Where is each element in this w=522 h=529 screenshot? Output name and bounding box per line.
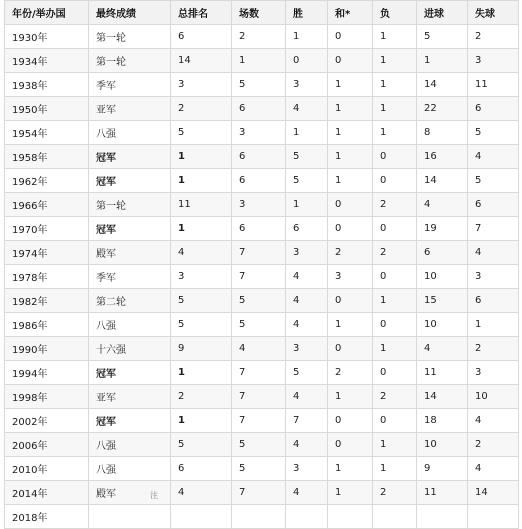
- cell-result: 冠军: [89, 169, 171, 193]
- cell-rank: 5: [171, 433, 232, 457]
- table-body: [5, 25, 519, 529]
- cell-rank: 9: [171, 337, 232, 361]
- header-goals-for: 进球: [417, 1, 468, 25]
- cell-rank: 14: [171, 49, 232, 73]
- cell-goals-for: 6: [417, 241, 468, 265]
- cell-losses: 0: [373, 361, 417, 385]
- cell-goals-for: 9: [417, 457, 468, 481]
- cell-year: 1990年: [5, 337, 89, 361]
- cell-draws: 1: [328, 121, 373, 145]
- cell-goals-for: [417, 505, 468, 529]
- cell-year: 1994年: [5, 361, 89, 385]
- cell-goals-against: 4: [468, 457, 519, 481]
- cell-matches: 7: [232, 409, 286, 433]
- cell-year: 1934年: [5, 49, 89, 73]
- cell-matches: 2: [232, 25, 286, 49]
- cell-draws: 0: [328, 337, 373, 361]
- cell-goals-for: 18: [417, 409, 468, 433]
- cell-goals-against: 5: [468, 169, 519, 193]
- cell-goals-against: 3: [468, 49, 519, 73]
- cell-draws: 0: [328, 25, 373, 49]
- cell-losses: 0: [373, 169, 417, 193]
- table-header: [5, 1, 519, 25]
- cell-matches: [232, 505, 286, 529]
- cell-rank: 6: [171, 25, 232, 49]
- cell-wins: 4: [286, 97, 328, 121]
- cell-wins: [286, 505, 328, 529]
- cell-losses: 1: [373, 433, 417, 457]
- table-row: [5, 193, 519, 217]
- cell-goals-for: 5: [417, 25, 468, 49]
- cell-rank: 1: [171, 217, 232, 241]
- cell-wins: 4: [286, 385, 328, 409]
- cell-goals-against: 6: [468, 289, 519, 313]
- cell-result: 第二轮: [89, 289, 171, 313]
- cell-matches: 7: [232, 481, 286, 505]
- cell-goals-for: 8: [417, 121, 468, 145]
- cell-result: 殿军: [89, 481, 171, 505]
- cell-result: [89, 505, 171, 529]
- table-row: [5, 265, 519, 289]
- cell-rank: 3: [171, 265, 232, 289]
- cell-matches: 6: [232, 217, 286, 241]
- cell-wins: 4: [286, 265, 328, 289]
- cell-result: 八强: [89, 313, 171, 337]
- cell-draws: 2: [328, 361, 373, 385]
- cell-losses: 1: [373, 457, 417, 481]
- cell-goals-against: 4: [468, 241, 519, 265]
- table-row: [5, 313, 519, 337]
- table-row: [5, 409, 519, 433]
- cell-matches: 5: [232, 73, 286, 97]
- cell-goals-for: 10: [417, 313, 468, 337]
- cell-goals-against: 6: [468, 193, 519, 217]
- table-row: [5, 49, 519, 73]
- cell-result: 冠军: [89, 217, 171, 241]
- cell-matches: 3: [232, 121, 286, 145]
- cell-goals-for: 4: [417, 193, 468, 217]
- cell-draws: 1: [328, 313, 373, 337]
- cell-goals-for: 19: [417, 217, 468, 241]
- cell-goals-against: 11: [468, 73, 519, 97]
- cell-losses: 1: [373, 289, 417, 313]
- cell-wins: 1: [286, 193, 328, 217]
- cell-losses: 1: [373, 73, 417, 97]
- cell-year: 1974年: [5, 241, 89, 265]
- cell-goals-against: 2: [468, 25, 519, 49]
- cell-year: 1962年: [5, 169, 89, 193]
- cell-result: 冠军: [89, 361, 171, 385]
- cell-rank: 6: [171, 457, 232, 481]
- cell-wins: 6: [286, 217, 328, 241]
- cell-goals-against: 6: [468, 97, 519, 121]
- cell-year: 1950年: [5, 97, 89, 121]
- cell-wins: 4: [286, 313, 328, 337]
- cell-draws: 0: [328, 49, 373, 73]
- cell-result: 第一轮: [89, 193, 171, 217]
- cell-matches: 7: [232, 265, 286, 289]
- cell-draws: 1: [328, 457, 373, 481]
- cell-wins: 7: [286, 409, 328, 433]
- cell-losses: [373, 505, 417, 529]
- cell-year: 1986年: [5, 313, 89, 337]
- cell-draws: 1: [328, 97, 373, 121]
- cell-losses: 1: [373, 337, 417, 361]
- cell-rank: 2: [171, 97, 232, 121]
- cell-rank: 2: [171, 385, 232, 409]
- cell-losses: 1: [373, 25, 417, 49]
- cell-goals-against: 10: [468, 385, 519, 409]
- cell-wins: 4: [286, 481, 328, 505]
- cell-year: 1998年: [5, 385, 89, 409]
- cell-matches: 6: [232, 169, 286, 193]
- cell-result: 第一轮: [89, 25, 171, 49]
- table-row: [5, 169, 519, 193]
- cell-goals-against: 3: [468, 361, 519, 385]
- cell-goals-for: 10: [417, 433, 468, 457]
- cell-year: 1978年: [5, 265, 89, 289]
- header-matches: 场数: [232, 1, 286, 25]
- cell-goals-for: 16: [417, 145, 468, 169]
- cell-goals-against: 14: [468, 481, 519, 505]
- table-row: [5, 505, 519, 529]
- cell-wins: 3: [286, 73, 328, 97]
- cell-wins: 4: [286, 433, 328, 457]
- cell-rank: [171, 505, 232, 529]
- cell-goals-for: 11: [417, 481, 468, 505]
- cell-wins: 5: [286, 145, 328, 169]
- table-row: [5, 385, 519, 409]
- cell-year: 2018年: [5, 505, 89, 529]
- cell-goals-for: 1: [417, 49, 468, 73]
- table-row: [5, 145, 519, 169]
- cell-matches: 7: [232, 361, 286, 385]
- cell-result: 殿军: [89, 241, 171, 265]
- table-row: [5, 361, 519, 385]
- cell-draws: 1: [328, 169, 373, 193]
- cell-matches: 6: [232, 97, 286, 121]
- cell-rank: 5: [171, 121, 232, 145]
- cell-year: 2010年: [5, 457, 89, 481]
- cell-goals-against: 3: [468, 265, 519, 289]
- cell-result: 冠军: [89, 409, 171, 433]
- table-row: [5, 217, 519, 241]
- cell-goals-against: 4: [468, 145, 519, 169]
- cell-draws: 1: [328, 145, 373, 169]
- cell-goals-against: 2: [468, 433, 519, 457]
- cell-goals-for: 10: [417, 265, 468, 289]
- cell-draws: 1: [328, 385, 373, 409]
- cell-matches: 7: [232, 385, 286, 409]
- cell-result: 八强: [89, 121, 171, 145]
- cell-wins: 3: [286, 457, 328, 481]
- cell-losses: 0: [373, 313, 417, 337]
- cell-matches: 6: [232, 145, 286, 169]
- cell-rank: 4: [171, 241, 232, 265]
- cell-wins: 4: [286, 289, 328, 313]
- cell-draws: 1: [328, 481, 373, 505]
- cell-draws: 0: [328, 193, 373, 217]
- cell-year: 1970年: [5, 217, 89, 241]
- cell-draws: 0: [328, 289, 373, 313]
- cell-result: 季军: [89, 265, 171, 289]
- cell-matches: 5: [232, 457, 286, 481]
- cell-goals-against: 5: [468, 121, 519, 145]
- cell-losses: 1: [373, 97, 417, 121]
- cell-year: 1930年: [5, 25, 89, 49]
- table-row: [5, 433, 519, 457]
- cell-losses: 0: [373, 217, 417, 241]
- cell-rank: 3: [171, 73, 232, 97]
- cell-losses: 1: [373, 49, 417, 73]
- cell-draws: 3: [328, 265, 373, 289]
- table-row: [5, 121, 519, 145]
- cell-rank: 1: [171, 361, 232, 385]
- cell-goals-for: 22: [417, 97, 468, 121]
- cell-year: 1954年: [5, 121, 89, 145]
- cell-draws: 0: [328, 433, 373, 457]
- cell-losses: 0: [373, 409, 417, 433]
- cell-wins: 5: [286, 169, 328, 193]
- cell-draws: 1: [328, 73, 373, 97]
- cell-losses: 2: [373, 193, 417, 217]
- cell-draws: 0: [328, 217, 373, 241]
- header-year-host: 年份/举办国: [5, 1, 89, 25]
- header-overall-rank: 总排名: [171, 1, 232, 25]
- cell-wins: 1: [286, 121, 328, 145]
- cell-result: 亚军: [89, 97, 171, 121]
- cell-losses: 0: [373, 145, 417, 169]
- cell-year: 1966年: [5, 193, 89, 217]
- table-row: [5, 289, 519, 313]
- cell-year: 1982年: [5, 289, 89, 313]
- cell-wins: 1: [286, 25, 328, 49]
- footnote-mark: 注: [150, 491, 158, 500]
- cell-matches: 3: [232, 193, 286, 217]
- cell-losses: 2: [373, 481, 417, 505]
- table-row: [5, 241, 519, 265]
- cell-matches: 1: [232, 49, 286, 73]
- table-row: [5, 337, 519, 361]
- cell-result: 季军: [89, 73, 171, 97]
- table-row: [5, 73, 519, 97]
- cell-result: 八强: [89, 433, 171, 457]
- cell-year: 2014年: [5, 481, 89, 505]
- cell-year: 1958年: [5, 145, 89, 169]
- cell-goals-for: 15: [417, 289, 468, 313]
- cell-wins: 3: [286, 241, 328, 265]
- cell-goals-for: 14: [417, 385, 468, 409]
- cell-matches: 5: [232, 313, 286, 337]
- header-draws: 和*: [328, 1, 373, 25]
- cell-result: 第一轮: [89, 49, 171, 73]
- cell-draws: [328, 505, 373, 529]
- cell-matches: 7: [232, 241, 286, 265]
- cell-goals-for: 11: [417, 361, 468, 385]
- cell-result: 冠军: [89, 145, 171, 169]
- header-losses: 负: [373, 1, 417, 25]
- cell-year: 2002年: [5, 409, 89, 433]
- cell-rank: 4: [171, 481, 232, 505]
- table-row: [5, 481, 519, 505]
- cell-matches: 5: [232, 433, 286, 457]
- cell-result: 亚军: [89, 385, 171, 409]
- header-row: [5, 1, 519, 25]
- cell-matches: 4: [232, 337, 286, 361]
- cell-draws: 0: [328, 409, 373, 433]
- cell-rank: 1: [171, 169, 232, 193]
- cell-result: 八强: [89, 457, 171, 481]
- cell-losses: 2: [373, 241, 417, 265]
- cell-rank: 1: [171, 409, 232, 433]
- cell-goals-for: 14: [417, 169, 468, 193]
- world-cup-record-table: [4, 0, 519, 529]
- cell-goals-for: 4: [417, 337, 468, 361]
- cell-goals-against: 1: [468, 313, 519, 337]
- cell-wins: 3: [286, 337, 328, 361]
- cell-rank: 5: [171, 313, 232, 337]
- cell-losses: 2: [373, 385, 417, 409]
- cell-rank: 5: [171, 289, 232, 313]
- cell-year: 1938年: [5, 73, 89, 97]
- cell-goals-against: 7: [468, 217, 519, 241]
- header-final-result: 最终成绩: [89, 1, 171, 25]
- cell-goals-for: 14: [417, 73, 468, 97]
- header-goals-against: 失球: [468, 1, 519, 25]
- cell-year: 2006年: [5, 433, 89, 457]
- cell-losses: 0: [373, 265, 417, 289]
- cell-goals-against: [468, 505, 519, 529]
- table-row: [5, 25, 519, 49]
- cell-matches: 5: [232, 289, 286, 313]
- cell-wins: 0: [286, 49, 328, 73]
- cell-draws: 2: [328, 241, 373, 265]
- table-row: [5, 457, 519, 481]
- cell-losses: 1: [373, 121, 417, 145]
- cell-wins: 5: [286, 361, 328, 385]
- table-row: [5, 97, 519, 121]
- header-wins: 胜: [286, 1, 328, 25]
- cell-result: 十六强: [89, 337, 171, 361]
- cell-goals-against: 2: [468, 337, 519, 361]
- cell-rank: 11: [171, 193, 232, 217]
- cell-goals-against: 4: [468, 409, 519, 433]
- cell-rank: 1: [171, 145, 232, 169]
